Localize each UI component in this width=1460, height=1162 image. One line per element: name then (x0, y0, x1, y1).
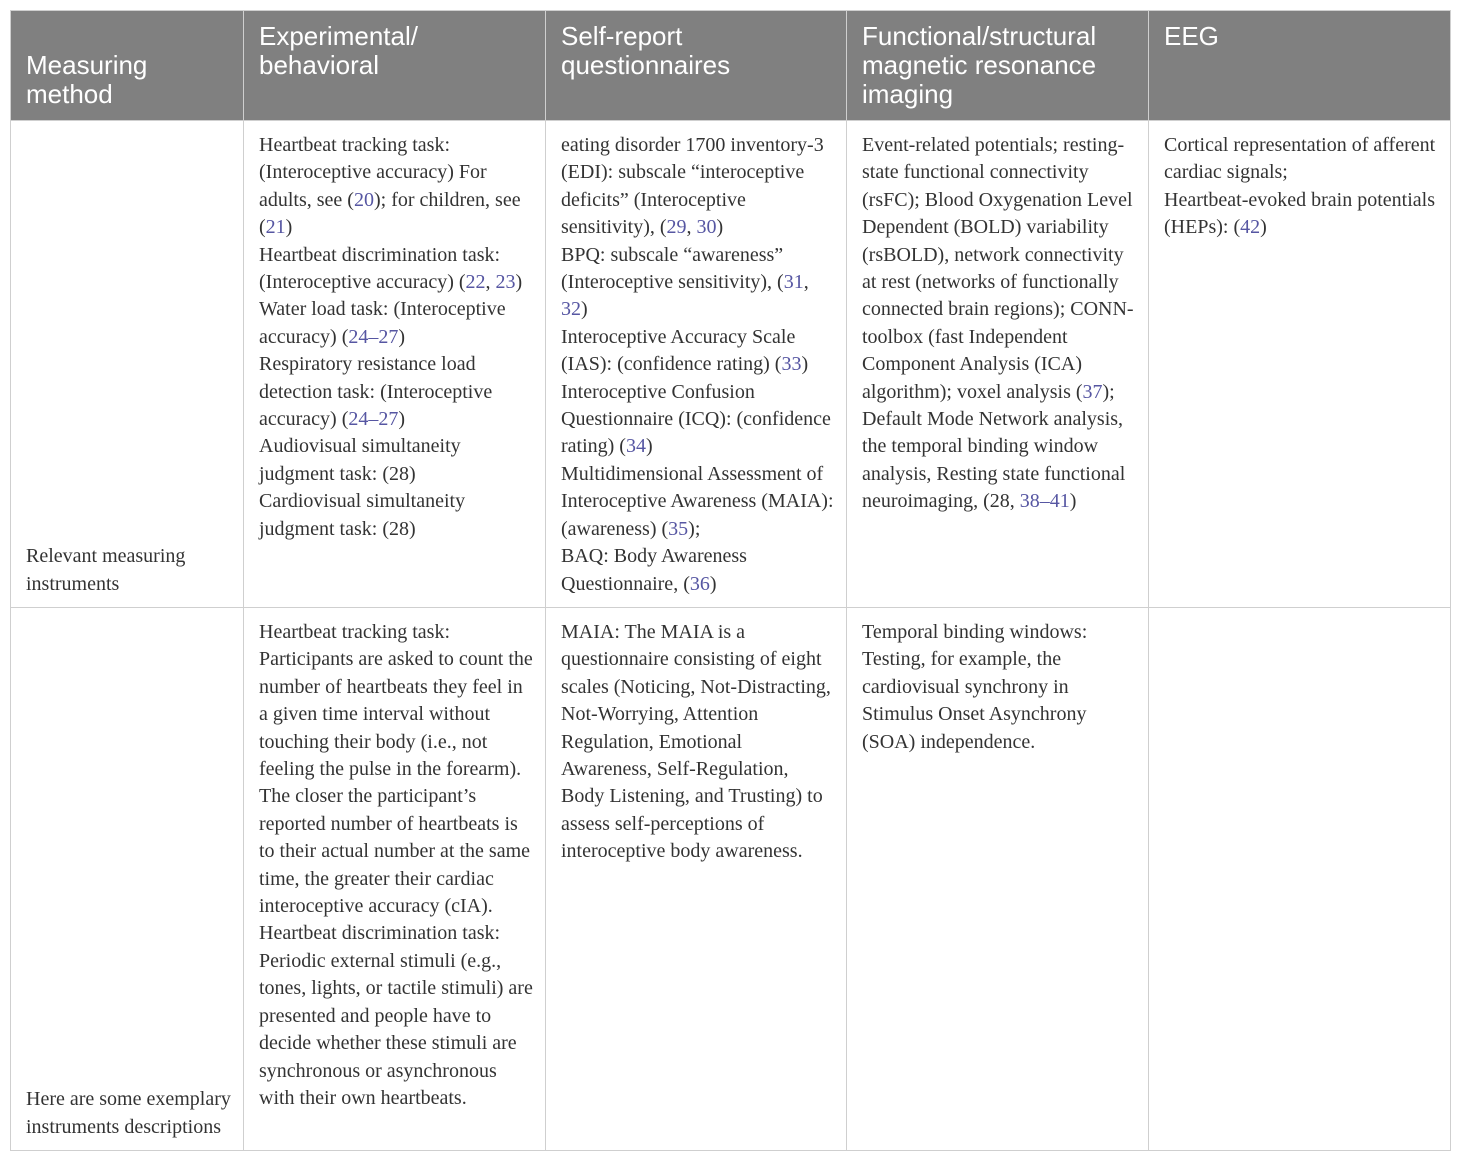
cell-paragraph (561, 242, 834, 324)
cell-paragraph (259, 242, 533, 297)
cell-text: ) (398, 325, 406, 348)
cell-text: Heartbeat discrimination task: Periodic external stimuli (e.g., tones, lights, or tactile stimuli) are presented and people have to decide whether these stimuli are synchronous or asynchronous with their own heartbeats. (259, 922, 533, 1109)
cell-paragraph (259, 296, 533, 351)
cell-eeg (1149, 608, 1451, 1151)
row-label: Here are some exemplary instruments descriptions (11, 608, 244, 1151)
cell-text: BPQ: subscale “awareness” (Interoceptive sensitivity), ( (561, 243, 784, 294)
cell-text: ) (716, 216, 724, 239)
cell-text: , (803, 271, 809, 294)
cell-text: Event-related potentials; resting-state functional connectivity (rsFC); Blood Oxygenation Level Dependent (BOLD) variability (rsBOLD), network connectivity at rest (networks of functionally connected brain regions); CONN-toolbox (fast Independent Component Analysis (ICA) algorithm); voxel analysis ( (862, 134, 1134, 403)
table-row-relevant-instruments (11, 121, 1451, 608)
cell-text: Heartbeat tracking task: (Interoceptive accuracy) For adults, see ( (259, 134, 487, 211)
cell-text: Interoceptive Accuracy Scale (IAS): (confidence rating) ( (561, 325, 796, 376)
cell-paragraph (259, 132, 533, 242)
cell-paragraph (561, 543, 834, 598)
reference-link[interactable]: 22 (465, 271, 486, 294)
cell-paragraph (561, 132, 834, 242)
cell-paragraph (1164, 132, 1438, 187)
cell-text: ) (398, 408, 406, 431)
reference-link[interactable]: 34 (625, 435, 646, 458)
cell-text: MAIA: The MAIA is a questionnaire consisting of eight scales (Noticing, Not-Distracting, Not-Worrying, Attention Regulation, Emotional Awareness, Self-Regulation, Body Listening, and Trusting) to assess self-perceptions of interoceptive body awareness. (561, 621, 831, 863)
cell-functional-structural-mri (847, 608, 1149, 1151)
table-header (11, 11, 1451, 121)
interoception-measurement-table (10, 10, 1451, 1151)
reference-link[interactable]: 31 (783, 271, 804, 294)
reference-link[interactable]: 29 (666, 216, 687, 239)
reference-link[interactable]: 20 (353, 188, 374, 211)
cell-text: Heartbeat tracking task: Participants are asked to count the number of heartbeats they feel in a given time interval without touching their body (i.e., not feeling the pulse in the forearm). The closer the participant’s reported number of heartbeats is to their actual number at the same time, the greater their cardiac interoceptive accuracy (cIA). (259, 621, 533, 918)
header-row (11, 11, 1451, 121)
cell-text: ) (645, 435, 653, 458)
reference-link[interactable]: 33 (781, 353, 802, 376)
header-experimental-behavioral: Experimental/ behavioral (244, 11, 546, 121)
cell-text: ) (581, 298, 588, 321)
cell-text: ); (688, 517, 701, 540)
reference-link[interactable]: 35 (668, 517, 689, 540)
cell-experimental-behavioral (244, 608, 546, 1151)
reference-link[interactable]: 42 (1240, 216, 1261, 239)
reference-link[interactable]: 32 (561, 298, 581, 321)
cell-paragraph (1164, 187, 1438, 242)
cell-text: Cortical representation of afferent cardiac signals; (1164, 134, 1436, 184)
cell-paragraph (259, 351, 533, 433)
cell-experimental-behavioral (244, 121, 546, 608)
reference-link[interactable]: 38–41 (1019, 490, 1070, 513)
reference-link[interactable]: 36 (689, 572, 710, 595)
cell-functional-structural-mri (847, 121, 1149, 608)
reference-link[interactable]: 24–27 (348, 408, 399, 431)
cell-text: ) (515, 271, 523, 294)
reference-link[interactable]: 23 (495, 271, 516, 294)
cell-paragraph (561, 461, 834, 543)
cell-eeg (1149, 121, 1451, 608)
cell-paragraph (862, 619, 1136, 756)
cell-text: ) (1260, 216, 1267, 239)
cell-text: Cardiovisual simultaneity judgment task: (28) (259, 490, 466, 540)
cell-text: BAQ: Body Awareness Questionnaire, ( (561, 545, 747, 595)
cell-paragraph (259, 619, 533, 920)
cell-text: ); for children, see ( (259, 188, 521, 239)
header-functional-structural-mri: Functional/structural magnetic resonance imaging (847, 11, 1149, 121)
cell-text: ); Default Mode Network analysis, the temporal binding window analysis, Resting state functional neuroimaging, (28, (862, 380, 1126, 513)
header-self-report-questionnaires: Self-report questionnaires (546, 11, 847, 121)
cell-text: ) (709, 572, 717, 595)
cell-self-report-questionnaires (546, 121, 847, 608)
cell-text: Heartbeat discrimination task: (Interoceptive accuracy) ( (259, 243, 501, 294)
reference-link[interactable]: 24–27 (348, 325, 399, 348)
cell-text: Multidimensional Assessment of Interoceptive Awareness (MAIA): (awareness) ( (561, 462, 834, 540)
cell-text: Audiovisual simultaneity judgment task: (28) (259, 435, 461, 485)
cell-self-report-questionnaires (546, 608, 847, 1151)
cell-text: Temporal binding windows: Testing, for example, the cardiovisual synchrony in Stimulus Onset Asynchrony (SOA) independence. (862, 621, 1088, 753)
cell-text: ) (801, 353, 809, 376)
table-container (10, 10, 1450, 1151)
cell-text: , (686, 216, 697, 239)
cell-paragraph (259, 433, 533, 488)
reference-link[interactable]: 30 (696, 216, 717, 239)
cell-paragraph (259, 920, 533, 1112)
reference-link[interactable]: 37 (1082, 380, 1103, 403)
cell-text: Interoceptive Confusion Questionnaire (ICQ): (confidence rating) ( (561, 380, 831, 458)
cell-paragraph (259, 488, 533, 543)
header-measuring-method: Measuring method (11, 11, 244, 121)
cell-text: ) (1069, 490, 1077, 513)
header-eeg: EEG (1149, 11, 1451, 121)
cell-text: Water load task: (Interoceptive accuracy) ( (259, 298, 506, 348)
cell-paragraph (561, 379, 834, 461)
cell-text: , (485, 271, 496, 294)
cell-text: Respiratory resistance load detection task: (Interoceptive accuracy) ( (259, 353, 493, 431)
cell-paragraph (561, 619, 834, 866)
cell-text: Heartbeat-evoked brain potentials (HEPs): ( (1164, 188, 1435, 239)
cell-text: ) (285, 216, 293, 239)
table-row-instrument-descriptions (11, 608, 1451, 1151)
row-label: Relevant measuring instruments (11, 121, 244, 608)
cell-paragraph (561, 324, 834, 379)
table-body (11, 121, 1451, 1151)
reference-link[interactable]: 21 (265, 216, 286, 239)
cell-text: eating disorder 1700 inventory-3 (EDI): subscale “interoceptive deficits” (Interoceptive sensitivity), ( (561, 134, 824, 239)
cell-paragraph (862, 132, 1136, 516)
